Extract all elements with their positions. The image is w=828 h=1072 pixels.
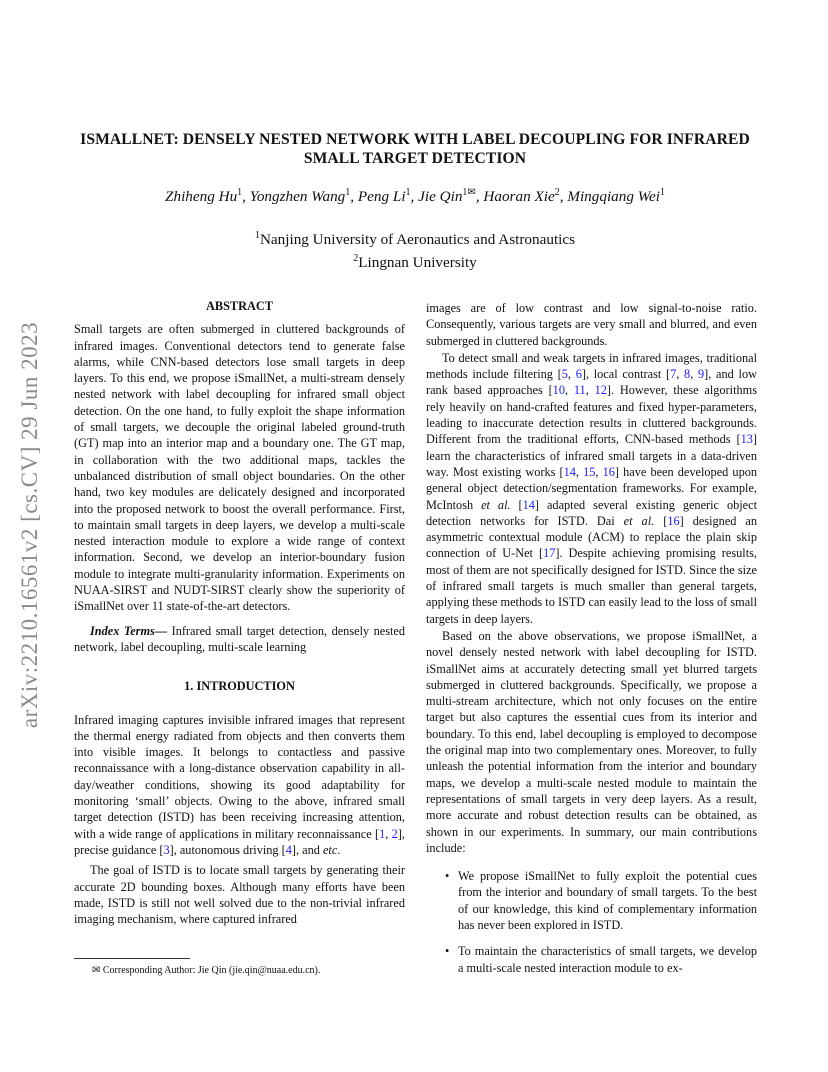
author-separator: ,: [350, 188, 358, 206]
text-run: ], precise guidance [: [74, 826, 405, 857]
text-run: Infrared imaging captures invisible infrared images that represent the thermal energy radiated from objects and then converts them into visible images. It belongs to contactless and passive reconnaissance with a long-distance observation capability in all-day/weather conditions, showing its good adaptability for monitoring ‘small’ objects. Owing to the above, infrared small target detection (ISTD) has been receiving increasing attention, with a wide range of applications in military reconnaissance [: [74, 712, 405, 841]
citation-link[interactable]: 8: [684, 367, 691, 382]
citation-link[interactable]: 10: [552, 383, 565, 398]
author-name: Yongzhen Wang: [249, 188, 346, 206]
contribution-text: We propose iSmallNet to fully exploit the potential cues from the interior and boundary of small targets. To the best of our knowledge, this kind of complementary information has never been explored in ISTD.: [458, 869, 757, 932]
citation-link[interactable]: 2: [391, 826, 398, 841]
affiliation: [74, 249, 756, 272]
arxiv-stamp-text: arXiv:2210.16561v2 [cs.CV] 29 Jun 2023: [17, 321, 42, 729]
text-run: ,: [690, 367, 698, 382]
citation-link[interactable]: 6: [575, 367, 582, 382]
citation-link[interactable]: 5: [561, 367, 568, 382]
footnote: ✉ Corresponding Author: Jie Qin (jie.qin@nuaa.edu.cn).: [92, 965, 321, 976]
text-run: ] adapted several existing generic object detection networks for ISTD. Dai: [426, 497, 758, 528]
citation-link[interactable]: 15: [583, 464, 596, 479]
left-column: [74, 298, 405, 927]
right-paragraph-2: [426, 350, 757, 627]
text-run: ,: [595, 464, 603, 479]
citation-link[interactable]: 12: [594, 383, 607, 398]
author-separator: ,: [410, 188, 419, 206]
text-run: ]. Despite achieving promising results, most of them are not specifically designed for ISTD. Since the size of infrared small targets is much smaller than general targets, applying these methods to ISTD can easily lead to the loss of small targets in deep layers.: [426, 546, 757, 626]
italic-text: et al.: [623, 513, 655, 528]
right-column: [426, 300, 757, 986]
author-separator: ,: [242, 188, 250, 206]
text-run: ], and: [291, 842, 323, 857]
author-name: Mingqiang Wei: [567, 188, 660, 206]
text-run: .: [337, 842, 341, 857]
paper-title: ISMALLNET: DENSELY NESTED NETWORK WITH LABEL DECOUPLING FOR INFRARED SMALL TARGET DETECTION: [80, 131, 750, 167]
citation-link[interactable]: 16: [602, 464, 615, 479]
citation-link[interactable]: 1: [379, 826, 386, 841]
text-run: ,: [585, 383, 595, 398]
bullet-glyph: •: [445, 944, 450, 959]
right-paragraph-1: images are of low contrast and low signal-to-noise ratio. Consequently, various targets are very small and blurred, and even submerged in cluttered backgrounds.: [426, 301, 757, 348]
text-run: ], local contrast [: [581, 367, 671, 382]
text-run: [: [654, 513, 668, 528]
author-name: Jie Qin: [418, 188, 463, 206]
contribution-item: [426, 868, 757, 933]
author-name: Zhiheng Hu: [165, 188, 238, 206]
text-run: ] have been developed upon general object detection/segmentation frameworks. For example, McIntosh: [426, 464, 758, 512]
author-affiliation-mark: 1: [405, 187, 411, 198]
author-separator: ,: [475, 188, 484, 206]
text-run: ,: [567, 367, 576, 382]
abstract-text: Small targets are often submerged in cluttered backgrounds of infrared images. Conventional detectors tend to generate false alarms, while CNN-based detectors lose small targets in deep layers. To this end, we propose iSmallNet, a multi-stream densely nested network with label decoupling for infrared small object detection. On the one hand, to fully exploit the shape information of small targets, we decouple the original labeled ground-truth (GT) map into an interior map and a boundary one. The GT map, in collaboration with the two additional maps, tackles the unbalanced distribution of small object boundaries. On the other hand, two key modules are delicately designed and incorporated into the proposed network to boost the overall performance. First, to maintain small targets in deep layers, we develop a multi-scale nested interaction module to explore a wide range of context information. Second, we develop an interior-boundary fusion module to integrate multi-granularity information. Experiments on NUAA-SIRST and NUDT-SIRST clearly show the superiority of iSmallNet over 11 state-of-the-art detectors.: [74, 322, 405, 614]
citation-link[interactable]: 17: [543, 546, 556, 561]
contribution-list: [426, 868, 757, 976]
author-affiliation-mark: 2: [554, 187, 560, 198]
contribution-item: [426, 943, 757, 976]
author-name: Haoran Xie: [483, 188, 555, 206]
index-terms-label: Index Terms—: [90, 623, 168, 638]
text-run: ,: [575, 464, 584, 479]
text-run: [: [510, 497, 523, 512]
citation-link[interactable]: 3: [163, 842, 170, 857]
italic-text: etc: [322, 842, 338, 857]
author-list: [74, 187, 756, 206]
abstract-heading: ABSTRACT: [206, 299, 273, 313]
citation-link[interactable]: 16: [667, 513, 680, 528]
citation-link[interactable]: 14: [522, 497, 535, 512]
citation-link[interactable]: 4: [285, 842, 292, 857]
author-affiliation-mark: 1✉: [462, 187, 476, 198]
index-terms: [74, 623, 405, 656]
right-paragraph-3: Based on the above observations, we propose iSmallNet, a novel densely nested network with label decoupling for ISTD. iSmallNet aims at accurately detecting small yet blurred targets submerged in cluttered backgrounds. Specifically, we propose a multi-stream architecture, which not only focuses on the entire target but also captures the essential cues from its interior and boundary. To this end, label decoupling is employed to decompose the original map into two complementary ones. Moreover, to fully unleash the potential information from the interior and boundary maps, we develop a multi-scale nested module to maintain the representations of small targets in very deep layers. As a result, more accurate and robust detection results can be obtained, as shown in our experiments. In summary, our main contributions include:: [426, 628, 757, 855]
intro-paragraph-1: [74, 712, 405, 859]
text-run: To detect small and weak targets in infrared images, traditional methods include filtering [: [426, 350, 757, 382]
footnote-rule: [74, 958, 190, 959]
text-run: ] designed an asymmetric contextual module (ACM) to replace the plain skip connection of U-Net [: [426, 513, 758, 561]
text-run: ,: [385, 826, 392, 841]
index-terms-text: Infrared small target detection, densely nested network, label decoupling, multi-scale learning: [74, 623, 406, 654]
text-run: ] learn the characteristics of infrared small targets in a data-driven way. Most existing works [: [426, 432, 757, 479]
citation-link[interactable]: 9: [698, 367, 705, 382]
citation-link[interactable]: 14: [563, 464, 576, 479]
affiliation-name: Nanjing University of Aeronautics and Astronautics: [259, 231, 576, 249]
text-run: ,: [676, 367, 685, 382]
affiliation-list: [74, 226, 756, 272]
affiliation-mark: 1: [254, 230, 260, 241]
contribution-text: To maintain the characteristics of small targets, we develop a multi-scale nested interaction module to ex-: [458, 944, 757, 975]
author-affiliation-mark: 1: [237, 187, 243, 198]
citation-link[interactable]: 11: [573, 383, 586, 398]
italic-text: et al.: [481, 497, 511, 512]
citation-link[interactable]: 13: [740, 432, 753, 447]
citation-link[interactable]: 7: [670, 367, 677, 382]
text-run: ], autonomous driving [: [169, 842, 286, 857]
arxiv-stamp: [16, 290, 44, 760]
text-run: ,: [564, 383, 574, 398]
author-name: Peng Li: [357, 188, 406, 206]
affiliation-name: Lingnan University: [358, 254, 477, 272]
bullet-glyph: •: [445, 869, 450, 884]
affiliation: [74, 226, 756, 249]
text-run: ]. However, these algorithms rely heavily on hand-crafted features and fixed hyper-parameters, leading to inaccurate detection results in cluttered backgrounds. Different from the traditional efforts, CNN-based methods [: [426, 383, 757, 447]
intro-paragraph-2: The goal of ISTD is to locate small targets by generating their accurate 2D bounding boxes. Although many efforts have been made, ISTD is still not well solved due to the non-trivial infrared imaging mechanism, where captured infrared: [74, 863, 405, 927]
affiliation-mark: 2: [353, 253, 359, 265]
author-separator: ,: [559, 188, 568, 206]
author-affiliation-mark: 1: [659, 187, 665, 198]
intro-heading: 1. INTRODUCTION: [184, 679, 295, 694]
text-run: ], and low rank based approaches [: [426, 367, 757, 398]
author-affiliation-mark: 1: [345, 187, 351, 198]
